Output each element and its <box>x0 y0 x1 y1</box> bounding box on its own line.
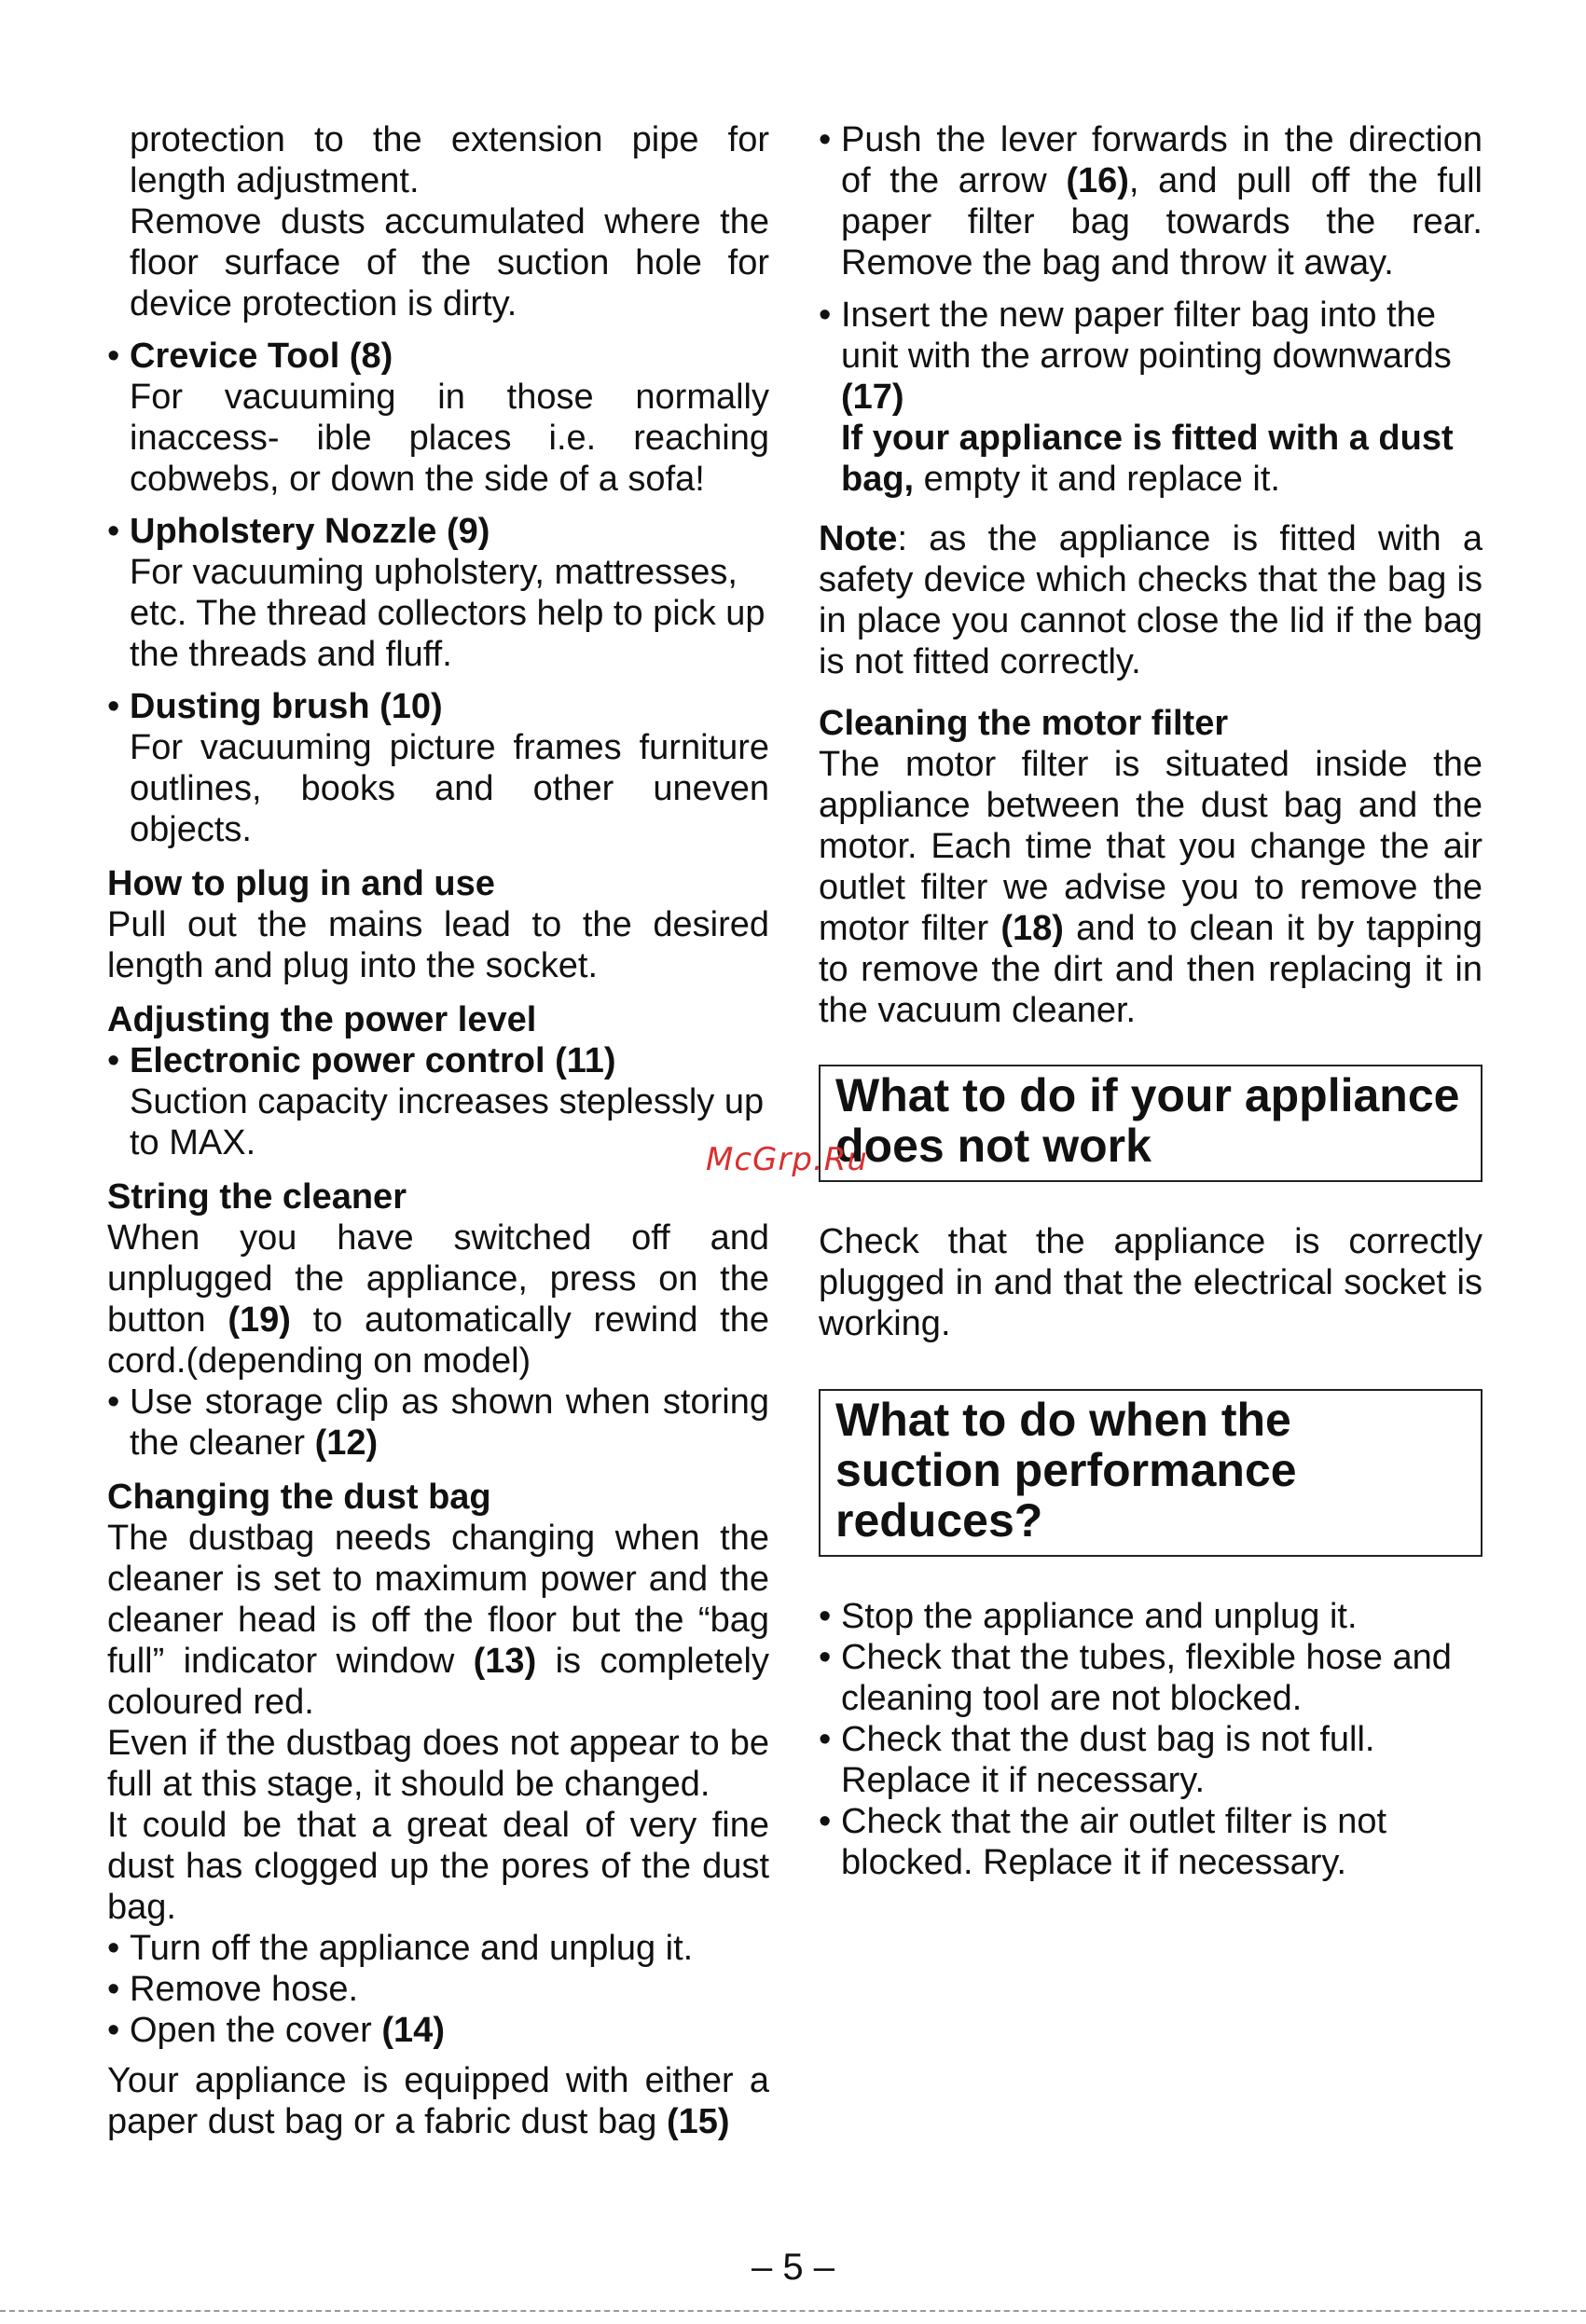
bullet-icon: • <box>107 512 120 551</box>
motor-filter-heading: Cleaning the motor filter <box>819 704 1229 743</box>
left-column <box>107 119 769 2142</box>
dusting-brush-item <box>107 686 769 850</box>
step-1: • Turn off the appliance and unplug it. <box>107 1929 694 1968</box>
crevice-tool-item <box>107 336 769 500</box>
note-paragraph: Note: as the appliance is fitted with a safety device which checks that the bag is in place you cannot close the lid if the bag is not fitted correctly. <box>819 519 1483 681</box>
power-control-text: Suction capacity increases steplessly up to MAX. <box>130 1082 765 1162</box>
step-3: • Open the cover (14) <box>107 2011 445 2050</box>
intro-paragraph: Remove dusts accumulated where the floor surface of the suction hole for device protection is dirty. <box>130 202 769 323</box>
dust-bag-text: The dustbag needs changing when the cleaner is set to maximum power and the cleaner head is off the floor but the “bag full” indicator window (13) is completely coloured red. <box>107 1519 769 1722</box>
bullet-icon: • <box>107 1382 120 1422</box>
bullet-icon: • <box>107 337 120 376</box>
dusting-brush-text: For vacuuming picture frames furniture outlines, books and other uneven objects. <box>130 728 769 849</box>
bullet-icon: • <box>107 687 120 726</box>
intro-line-2: length adjustment. <box>130 161 420 200</box>
step-2: • Remove hose. <box>107 1970 359 2009</box>
suction-reduces-box: What to do when the suction performance reduces? <box>819 1389 1483 1557</box>
power-control-title: Electronic power control (11) <box>130 1041 616 1080</box>
page-number: – 5 – <box>752 2247 834 2288</box>
push-lever-item: • Push the lever forwards in the direction of the arrow (16), and pull off the full paper filter bag towards the rear. Remove the bag and throw it away. <box>819 120 1483 282</box>
check-socket-text: Check that the appliance is correctly plugged in and that the electrical socket is working. <box>819 1222 1483 1343</box>
page-divider <box>0 2310 1586 2312</box>
dust-bag-text-2: Even if the dustbag does not appear to be full at this stage, it should be changed. <box>107 1724 769 1804</box>
watermark: McGrp.Ru <box>706 1141 868 1178</box>
power-level-heading: Adjusting the power level <box>107 1000 537 1039</box>
intro-line-1: protection to the extension pipe for <box>130 120 769 159</box>
power-control-item <box>107 1040 769 1163</box>
crevice-tool-title: Crevice Tool (8) <box>130 337 393 376</box>
upholstery-nozzle-text: For vacuuming upholstery, mattresses, etc. The thread collectors help to pick up the threads and fluff. <box>130 553 765 674</box>
plug-in-text: Pull out the mains lead to the desired length and plug into the socket. <box>107 905 769 985</box>
motor-filter-text: The motor filter is situated inside the appliance between the dust bag and the motor. Each time that you change the air outlet filter we advise you to remove the motor filter (18) and to clean it by tapping to remove the dirt and then replacing it in the vacuum cleaner. <box>819 745 1483 1030</box>
crevice-tool-text: For vacuuming in those normally inaccess- ible places i.e. reaching cobwebs, or down the side of a sofa! <box>130 378 769 499</box>
suction-step-4: • Check that the air outlet filter is not blocked. Replace it if necessary. <box>819 1802 1387 1882</box>
dust-bag-heading: Changing the dust bag <box>107 1478 491 1517</box>
suction-step-1: • Stop the appliance and unplug it. <box>819 1597 1358 1636</box>
bullet-icon: • <box>107 1041 120 1080</box>
dust-bag-text-3: It could be that a great deal of very fine dust has clogged up the pores of the dust bag. <box>107 1806 769 1927</box>
string-heading: String the cleaner <box>107 1177 407 1217</box>
appliance-not-working-box: What to do if your appliance does not work <box>819 1065 1483 1182</box>
plug-in-heading: How to plug in and use <box>107 864 495 903</box>
dusting-brush-title: Dusting brush (10) <box>130 687 443 726</box>
upholstery-nozzle-title: Upholstery Nozzle (9) <box>130 512 490 551</box>
suction-step-2: • Check that the tubes, flexible hose and cleaning tool are not blocked. <box>819 1638 1452 1718</box>
upholstery-nozzle-item <box>107 511 769 675</box>
storage-clip-item: • Use storage clip as shown when storing the cleaner (12) <box>107 1382 769 1463</box>
equipped-text: Your appliance is equipped with either a paper dust bag or a fabric dust bag (15) <box>107 2061 769 2141</box>
right-column <box>819 119 1483 1883</box>
insert-bag-item: • Insert the new paper filter bag into the unit with the arrow pointing downwards (17) If your appliance is fitted with a dust bag, empty it and replace it. <box>819 296 1454 499</box>
string-text: When you have switched off and unplugged the appliance, press on the button (19) to automatically rewind the cord.(depending on model) <box>107 1218 769 1381</box>
suction-step-3: • Check that the dust bag is not full. Replace it if necessary. <box>819 1720 1375 1800</box>
